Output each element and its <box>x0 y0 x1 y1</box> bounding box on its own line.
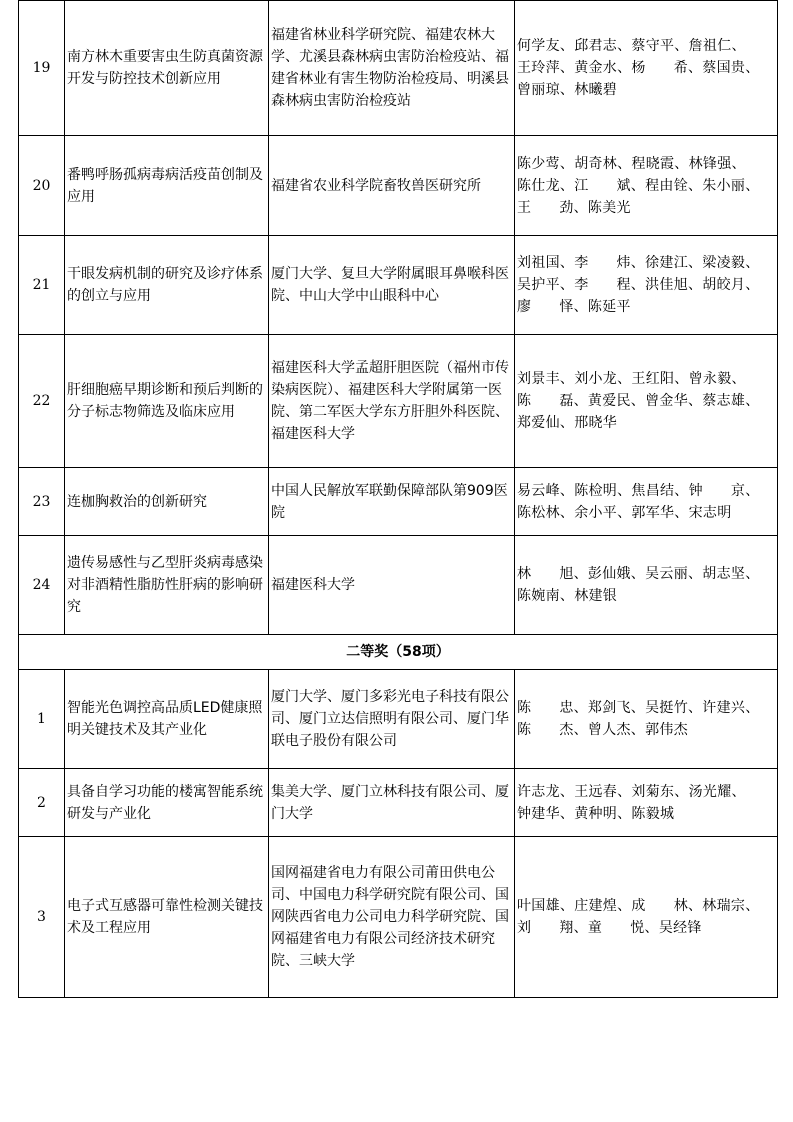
row-number: 22 <box>19 335 65 468</box>
completion-people: 许志龙、王远春、刘菊东、汤光耀、 钟建华、黄种明、陈毅城 <box>515 769 778 837</box>
project-name: 干眼发病机制的研究及诊疗体系的创立与应用 <box>65 236 269 335</box>
project-name: 肝细胞癌早期诊断和预后判断的分子标志物筛选及临床应用 <box>65 335 269 468</box>
table-row <box>19 769 778 837</box>
completion-units: 国网福建省电力有限公司莆田供电公司、中国电力科学研究院有限公司、国网陕西省电力公司电力科学研究院、国网福建省电力有限公司经济技术研究院、三峡大学 <box>269 837 515 998</box>
project-name: 遗传易感性与乙型肝炎病毒感染对非酒精性脂肪性肝病的影响研究 <box>65 536 269 635</box>
project-name: 南方林木重要害虫生防真菌资源开发与防控技术创新应用 <box>65 1 269 136</box>
completion-units: 集美大学、厦门立林科技有限公司、厦门大学 <box>269 769 515 837</box>
table-row <box>19 468 778 536</box>
row-number: 2 <box>19 769 65 837</box>
completion-people: 何学友、邱君志、蔡守平、詹祖仁、 王玲萍、黄金水、杨 希、蔡国贵、 曾丽琼、林曦碧 <box>515 1 778 136</box>
row-number: 1 <box>19 670 65 769</box>
table-row <box>19 136 778 236</box>
project-name: 番鸭呼肠孤病毒病活疫苗创制及应用 <box>65 136 269 236</box>
awards-table <box>18 0 778 998</box>
project-name: 连枷胸救治的创新研究 <box>65 468 269 536</box>
table-row <box>19 1 778 136</box>
row-number: 23 <box>19 468 65 536</box>
project-name: 电子式互感器可靠性检测关键技术及工程应用 <box>65 837 269 998</box>
project-name: 智能光色调控高品质LED健康照明关键技术及其产业化 <box>65 670 269 769</box>
table-row <box>19 837 778 998</box>
row-number: 24 <box>19 536 65 635</box>
row-number: 20 <box>19 136 65 236</box>
completion-units: 厦门大学、厦门多彩光电子科技有限公司、厦门立达信照明有限公司、厦门华联电子股份有限公司 <box>269 670 515 769</box>
completion-people: 陈少莺、胡奇林、程晓霞、林锋强、 陈仕龙、江 斌、程由铨、朱小丽、 王 劲、陈美光 <box>515 136 778 236</box>
completion-people: 林 旭、彭仙娥、吴云丽、胡志坚、 陈婉南、林建银 <box>515 536 778 635</box>
section-header-row <box>19 635 778 670</box>
table-row <box>19 536 778 635</box>
completion-units: 福建省农业科学院畜牧兽医研究所 <box>269 136 515 236</box>
completion-units: 福建医科大学 <box>269 536 515 635</box>
completion-units: 厦门大学、复旦大学附属眼耳鼻喉科医院、中山大学中山眼科中心 <box>269 236 515 335</box>
table-row <box>19 236 778 335</box>
row-number: 19 <box>19 1 65 136</box>
completion-people: 刘景丰、刘小龙、王红阳、曾永毅、 陈 磊、黄爱民、曾金华、蔡志雄、 郑爱仙、邢晓华 <box>515 335 778 468</box>
row-number: 3 <box>19 837 65 998</box>
row-number: 21 <box>19 236 65 335</box>
completion-people: 易云峰、陈检明、焦昌结、钟 京、 陈松林、余小平、郭军华、宋志明 <box>515 468 778 536</box>
section-title: 二等奖（58项） <box>19 635 778 670</box>
completion-people: 陈 忠、郑剑飞、吴挺竹、许建兴、 陈 杰、曾人杰、郭伟杰 <box>515 670 778 769</box>
project-name: 具备自学习功能的楼寓智能系统研发与产业化 <box>65 769 269 837</box>
completion-units: 福建医科大学孟超肝胆医院（福州市传染病医院）、福建医科大学附属第一医院、第二军医大学东方肝胆外科医院、福建医科大学 <box>269 335 515 468</box>
completion-units: 福建省林业科学研究院、福建农林大学、尤溪县森林病虫害防治检疫站、福建省林业有害生物防治检疫局、明溪县森林病虫害防治检疫站 <box>269 1 515 136</box>
completion-units: 中国人民解放军联勤保障部队第909医院 <box>269 468 515 536</box>
completion-people: 刘祖国、李 炜、徐建江、梁凌毅、 吴护平、李 程、洪佳旭、胡皎月、 廖 怿、陈延平 <box>515 236 778 335</box>
table-row <box>19 670 778 769</box>
completion-people: 叶国雄、庄建煌、成 林、林瑞宗、 刘 翔、童 悦、吴经锋 <box>515 837 778 998</box>
table-row <box>19 335 778 468</box>
